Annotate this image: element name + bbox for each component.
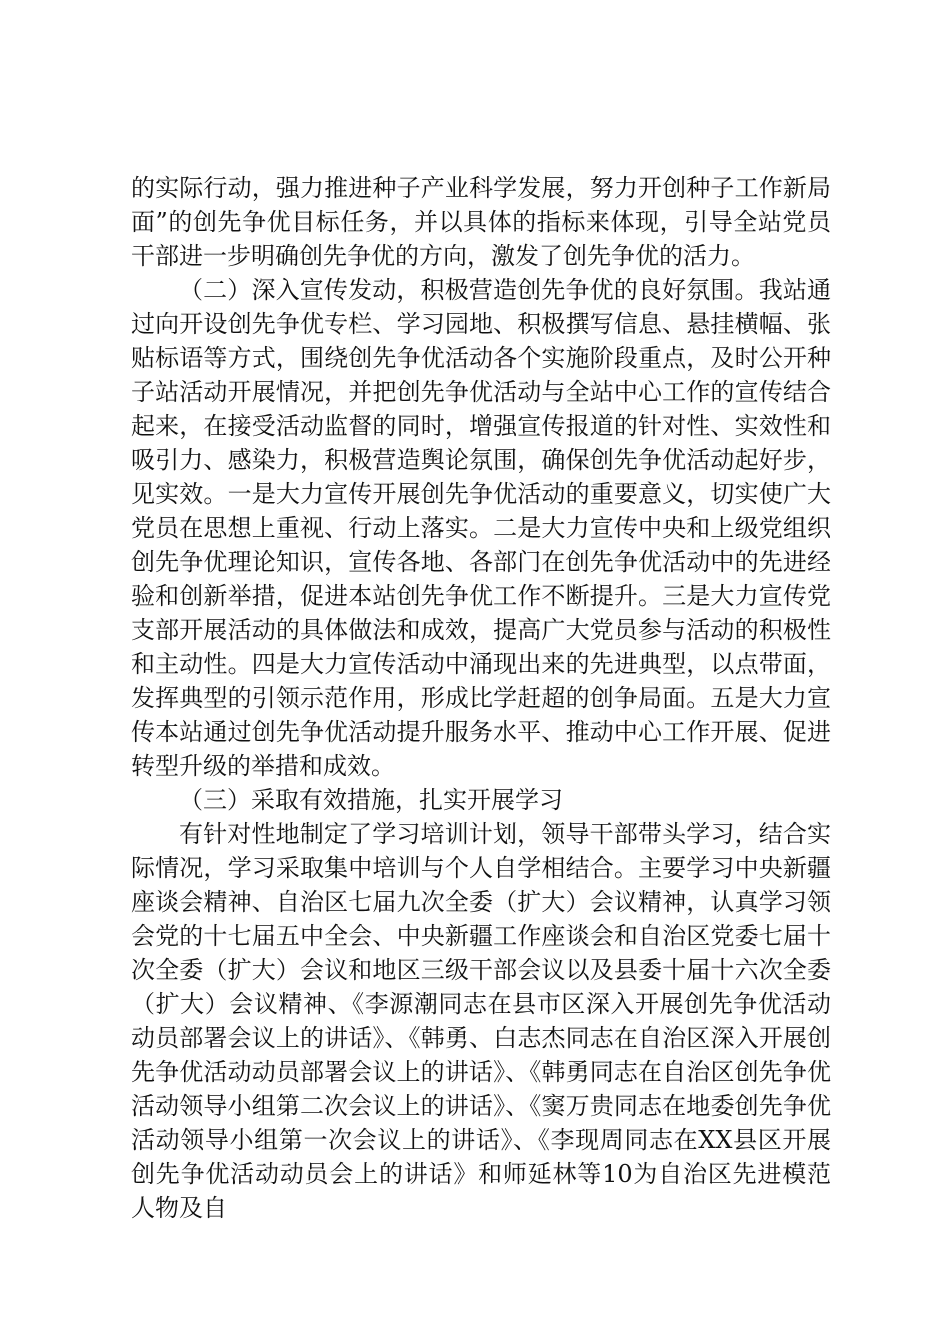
paragraph-publicity: （二）深入宣传发动，积极营造创先争优的良好氛围。我站通过向开设创先争优专栏、学习园地、积极撰写信息、悬挂横幅、张贴标语等方式，围绕创先争优活动各个实施阶段重点，及时公开种子站活动开展情况，并把创先争优活动与全站中心工作的宣传结合起来，在接受活动监督的同时，增强宣传报道的针对性、实效性和吸引力、感染力，积极营造舆论氛围，确保创先争优活动起好步，见实效。一是大力宣传开展创先争优活动的重要意义，切实使广大党员在思想上重视、行动上落实。二是大力宣传中央和上级党组织创先争优理论知识，宣传各地、各部门在创先争优活动中的先进经验和创新举措，促进本站创先争优工作不断提升。三是大力宣传党支部开展活动的具体做法和成效，提高广大党员参与活动的积极性和主动性。四是大力宣传活动中涌现出来的先进典型，以点带面，发挥典型的引领示范作用，形成比学赶超的创争局面。五是大力宣传本站通过创先争优活动提升服务水平、推动中心工作开展、促进转型升级的举措和成效。	[131, 276, 831, 780]
document-body	[131, 171, 831, 1225]
paragraph-study: 有针对性地制定了学习培训计划，领导干部带头学习，结合实际情况，学习采取集中培训与个人自学相结合。主要学习中央新疆座谈会精神、自治区七届九次全委（扩大）会议精神，认真学习领会党的十七届五中全会、中央新疆工作座谈会和自治区党委七届十次全委（扩大）会议和地区三级干部会议以及县委十届十六次全委（扩大）会议精神、《李源潮同志在县市区深入开展创先争优活动动员部署会议上的讲话》、《韩勇、白志杰同志在自治区深入开展创先争优活动动员部署会议上的讲话》、《韩勇同志在自治区创先争优活动领导小组第二次会议上的讲话》、《窦万贵同志在地委创先争优活动领导小组第一次会议上的讲话》、《李现周同志在XX县区开展创先争优活动动员会上的讲话》和师延林等10为自治区先进模范人物及自	[131, 820, 831, 1222]
paragraph-continuation: 的实际行动，强力推进种子产业科学发展，努力开创种子工作新局面”的创先争优目标任务，并以具体的指标来体现，引导全站党员干部进一步明确创先争优的方向，激发了创先争优的活力。	[131, 174, 831, 270]
section-heading-study: （三）采取有效措施，扎实开展学习	[179, 786, 563, 814]
